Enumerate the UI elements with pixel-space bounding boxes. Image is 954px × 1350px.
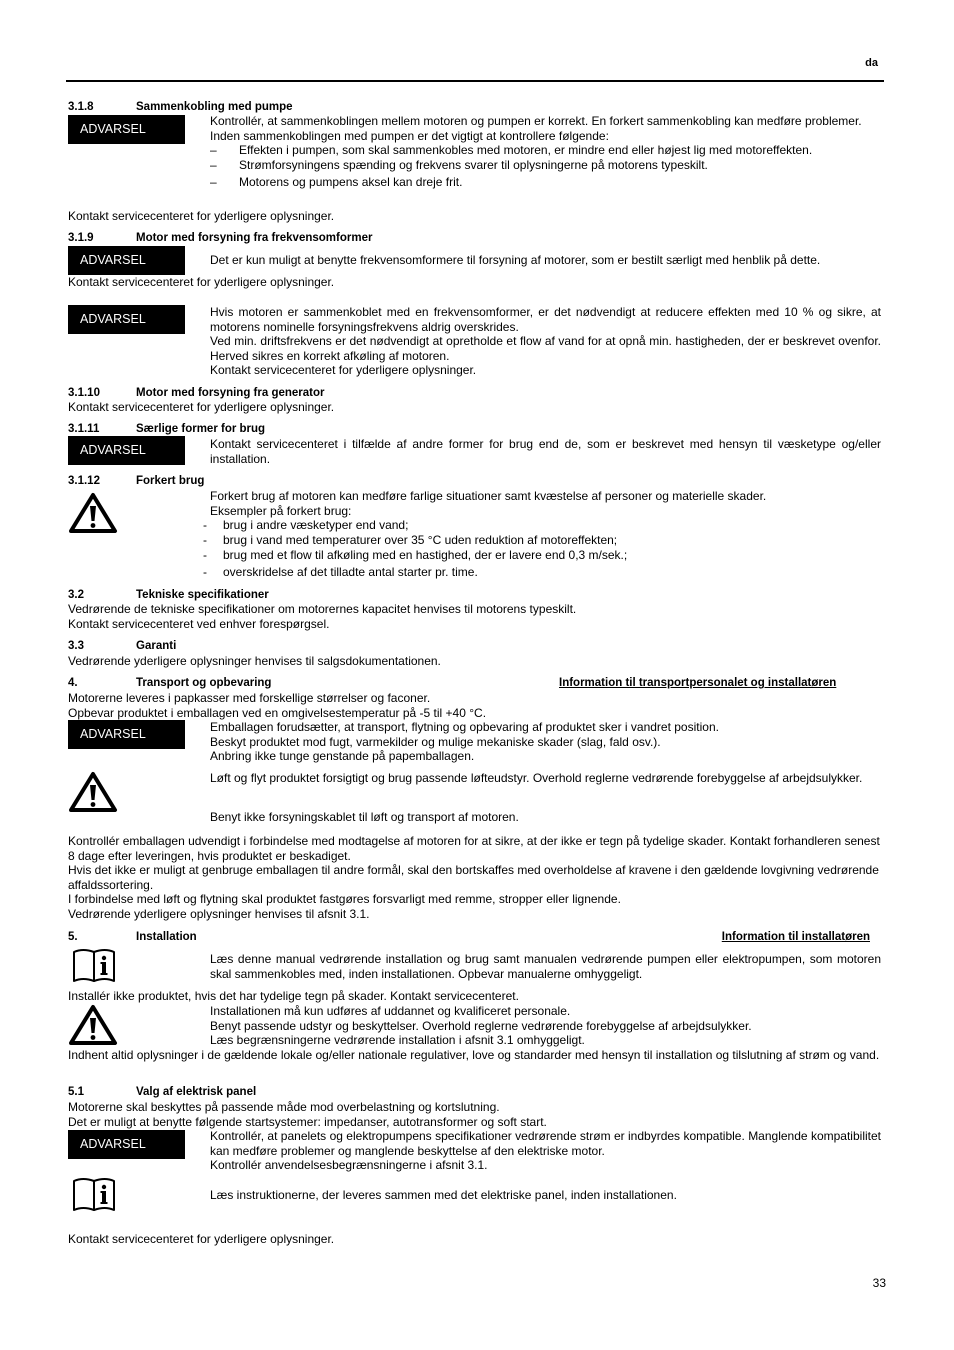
- s319-contact: Kontakt servicecenteret for yderligere oplysninger.: [68, 275, 335, 289]
- warning-badge: ADVARSEL: [68, 115, 185, 144]
- s4-danger-d1: Løft og flyt produktet forsigtigt og brug passende løfteudstyr. Overhold reglerne vedrørende forebyggelse af arbejdsulykker.: [210, 771, 863, 785]
- heading-5: 5. Installation: [68, 931, 197, 943]
- warning-badge: ADVARSEL: [68, 305, 185, 334]
- manual-book-icon: [71, 1175, 117, 1213]
- s3111-p1: Kontakt servicecenteret i tilfælde af andre former for brug end de, som er beskrevet med hensyn til væsketype og/eller installation.: [210, 437, 881, 466]
- heading-3-1-8: 3.1.8 Sammenkobling med pumpe: [68, 101, 293, 113]
- heading-3-1-10: 3.1.10 Motor med forsyning fra generator: [68, 387, 325, 399]
- heading-4: 4. Transport og opbevaring: [68, 677, 272, 689]
- danger-triangle-icon: [68, 1004, 118, 1046]
- danger-triangle-icon: [68, 492, 118, 534]
- s3112-list: - brug i andre væsketyper end vand; - brug i vand med temperaturer over 35 °C uden reduktion af motoreffekten; - brug med et flow til afkøling med en hastighed, der er lavere end 0,3 m/sek.; - overskridelse af det tilladte antal starter pr. time.: [203, 518, 628, 579]
- s51-intro: Motorerne skal beskyttes på passende måde mod overbelastning og kortslutning. Det er muligt at benytte følgende startsystemer: impedanser, autotransformer og soft start.: [68, 1100, 547, 1129]
- s4-audience-note: Information til transportpersonalet og installatøren: [559, 677, 837, 689]
- heading-5-1: 5.1 Valg af elektrisk panel: [68, 1086, 257, 1098]
- warning-badge: ADVARSEL: [68, 246, 185, 275]
- heading-3-1-11: 3.1.11 Særlige former for brug: [68, 423, 266, 435]
- s4-body: Kontrollér emballagen udvendigt i forbindelse med modtagelse af motoren for at sikre, at der ikke er tegn på tydelige skader. Kontakt forhandleren senest 8 dage efter leveringen, hvis produktet er beskadiget. Hvis det ikke er muligt at genbruge emballagen til andre formål, skal den bortskaffes med overholdelse af kravene i den gældende lovgivning vedrørende affaldssortering. I forbindelse med løft og flytning skal produktet fastgøres forsvarligt med remme, stropper eller lignende. Vedrørende yderligere oplysninger henvises til afsnit 3.1.: [68, 834, 880, 921]
- s51-contact: Kontakt servicecenteret for yderligere oplysninger.: [68, 1232, 335, 1246]
- warning-badge: ADVARSEL: [68, 436, 185, 465]
- s4-danger-d2: Benyt ikke forsyningskablet til løft og transport af motoren.: [210, 810, 519, 824]
- s51-manual-note: Læs instruktionerne, der leveres sammen med det elektriske panel, inden installationen.: [210, 1188, 677, 1202]
- s51-warning-body: Kontrollér, at panelets og elektropumpens specifikationer vedrørende strøm er indbyrdes kompatible. Manglende kompatibilitet kan medføre problemer og manglende beskyttelse af den elektriske motor. Kontrollér anvendelsesbegrænsningerne i afsnit 3.1.: [210, 1129, 881, 1173]
- s318-contact: Kontakt servicecenteret for yderligere oplysninger.: [68, 209, 335, 223]
- s3110-contact: Kontakt servicecenteret for yderligere oplysninger.: [68, 400, 335, 414]
- manual-book-icon: [71, 946, 117, 984]
- header-rule: [66, 80, 884, 82]
- s32-body: Vedrørende de tekniske specifikationer om motorernes kapacitet henvises til motorens typeskilt. Kontakt servicecenteret ved enhver forespørgsel.: [68, 602, 577, 631]
- warning-badge: ADVARSEL: [68, 1130, 185, 1159]
- s319-body: Hvis motoren er sammenkoblet med en frekvensomformer, er det nødvendigt at reducere effekten med 10 % og sikre, at motorens nominelle forsyningsfrekvens aldrig overskrides. Ved min. driftsfrekvens er det nødvendigt at opretholde et flow af vand for at opnå min. hastigheden, der er beskrevet ovenfor. Herved sikres en korrekt afkøling af motoren. Kontakt servicecenteret for yderligere oplysninger.: [210, 305, 881, 378]
- language-code: da: [865, 57, 878, 69]
- s4-intro: Motorerne leveres i papkasser med forskellige størrelser og faconer. Opbevar produktet i emballagen ved en omgivelsestemperatur på -5 til +40 °C.: [68, 691, 487, 720]
- s318-body: Kontrollér, at sammenkoblingen mellem motoren og pumpen er korrekt. En forkert sammenkobling kan medføre problemer. Inden sammenkoblingen med pumpen er det vigtigt at kontrollere følgende: – Effekten i pumpen, som skal sammenkobles med motoren, er mindre end eller højest lig med motoreffekten. – Strømforsyningens spænding og frekvens svarer til oplysningerne på motorens typeskilt. – Motorens og pumpens aksel kan dreje frit.: [210, 114, 862, 190]
- s33-p1: Vedrørende yderligere oplysninger henvises til salgsdokumentationen.: [68, 654, 441, 668]
- s3112-body: Forkert brug af motoren kan medføre farlige situationer samt kvæstelse af personer og materielle skader. Eksempler på forkert brug:: [210, 489, 767, 518]
- s5-p2: Indhent altid oplysninger i de gældende lokale og/eller nationale regulativer, love og standarder med hensyn til installation og tilslutning af strøm og vand.: [68, 1048, 880, 1062]
- s319-p1: Det er kun muligt at benytte frekvensomformere til forsyning af motorer, som er bestilt særligt med henblik på dette.: [210, 253, 821, 267]
- s5-manual-note: Læs denne manual vedrørende installation og brug samt manualen vedrørende pumpen eller elektropumpen, som motoren skal sammenkobles med, inden installationen. Opbevar manualerne omhyggeligt.: [210, 952, 881, 981]
- heading-3-3: 3.3 Garanti: [68, 640, 177, 652]
- danger-triangle-icon: [68, 771, 118, 813]
- s4-warning-body: Emballagen forudsætter, at transport, flytning og opbevaring af produktet sker i vandret position. Beskyt produktet mod fugt, varmekilder og mulige mekaniske skader (slag, fald osv.). Anbring ikke tunge genstande på papemballagen.: [210, 720, 719, 764]
- page-number: 33: [872, 1276, 886, 1290]
- heading-3-1-12: 3.1.12 Forkert brug: [68, 475, 205, 487]
- s5-p1: Installér ikke produktet, hvis det har tydelige tegn på skader. Kontakt servicecenteret.: [68, 989, 519, 1003]
- warning-badge: ADVARSEL: [68, 720, 185, 749]
- s5-danger-body: Installationen må kun udføres af uddannet og kvalificeret personale. Benyt passende udstyr og beskyttelser. Overhold reglerne vedrørende forebyggelse af arbejdsulykker. Læs begrænsningerne vedrørende installation i afsnit 3.1 omhyggeligt.: [210, 1004, 752, 1048]
- heading-3-2: 3.2 Tekniske specifikationer: [68, 589, 269, 601]
- heading-3-1-9: 3.1.9 Motor med forsyning fra frekvensomformer: [68, 232, 373, 244]
- s5-audience-note: Information til installatøren: [721, 931, 870, 943]
